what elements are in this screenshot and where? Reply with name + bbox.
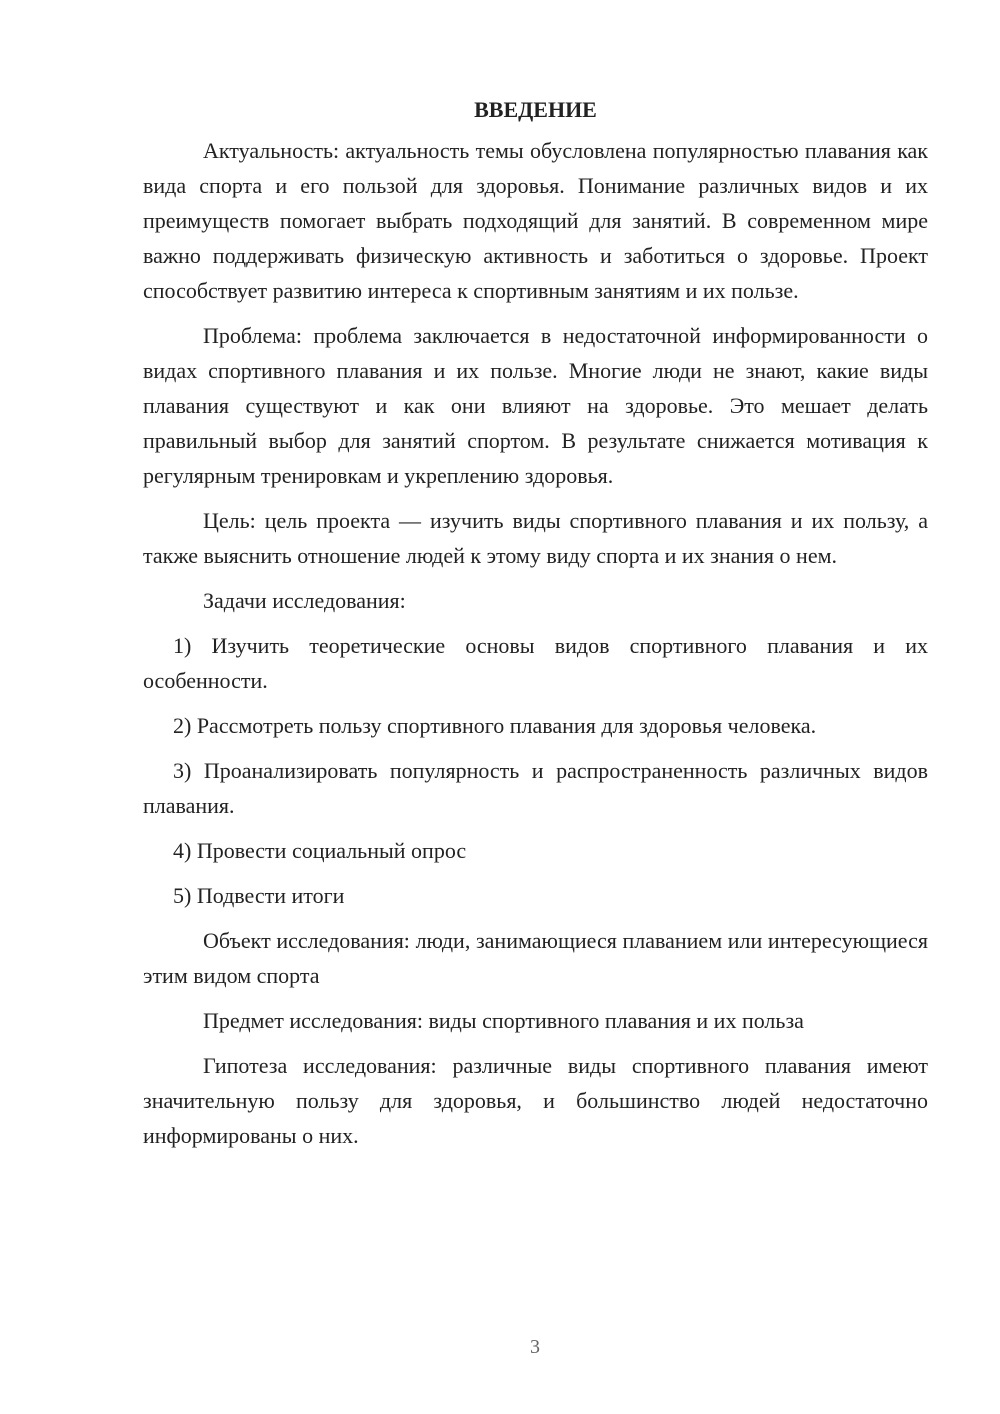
task-item-2: 2) Рассмотреть пользу спортивного плавания для здоровья человека. [173, 713, 817, 738]
task-item-5: 5) Подвести итоги [173, 883, 345, 908]
section-title: ВВЕДЕНИЕ [474, 97, 597, 122]
task-item-4: 4) Провести социальный опрос [173, 838, 467, 863]
object-paragraph: Объект исследования: люди, занимающиеся плаванием или интересующиеся этим видом спорта [143, 928, 928, 988]
task-item-3: 3) Проанализировать популярность и распространенность различных видов плавания. [143, 758, 928, 818]
tasks-heading: Задачи исследования: [203, 588, 406, 613]
relevance-paragraph: Актуальность: актуальность темы обусловлена популярностью плавания как вида спорта и его пользой для здоровья. Понимание различных видов и их преимуществ помогает выбрать подходящий для занятий. В современном мире важно поддерживать физическую активность и заботиться о здоровье. Проект способствует развитию интереса к спортивным занятиям и их пользе. [143, 138, 928, 303]
hypothesis-paragraph: Гипотеза исследования: различные виды спортивного плавания имеют значительную пользу для здоровья, и большинство людей недостаточно информированы о них. [143, 1053, 928, 1148]
goal-paragraph: Цель: цель проекта — изучить виды спортивного плавания и их пользу, а также выяснить отношение людей к этому виду спорта и их знания о нем. [143, 508, 928, 568]
problem-paragraph: Проблема: проблема заключается в недостаточной информированности о видах спортивного плавания и их пользе. Многие люди не знают, какие виды плавания существуют и как они влияют на здоровье. Это мешает делать правильный выбор для занятий спортом. В результате снижается мотивация к регулярным тренировкам и укреплению здоровья. [143, 323, 928, 488]
page-content [143, 92, 928, 1163]
page-number: 3 [530, 1336, 540, 1358]
task-item-1: 1) Изучить теоретические основы видов спортивного плавания и их особенности. [143, 633, 928, 693]
subject-paragraph: Предмет исследования: виды спортивного плавания и их польза [203, 1008, 804, 1033]
